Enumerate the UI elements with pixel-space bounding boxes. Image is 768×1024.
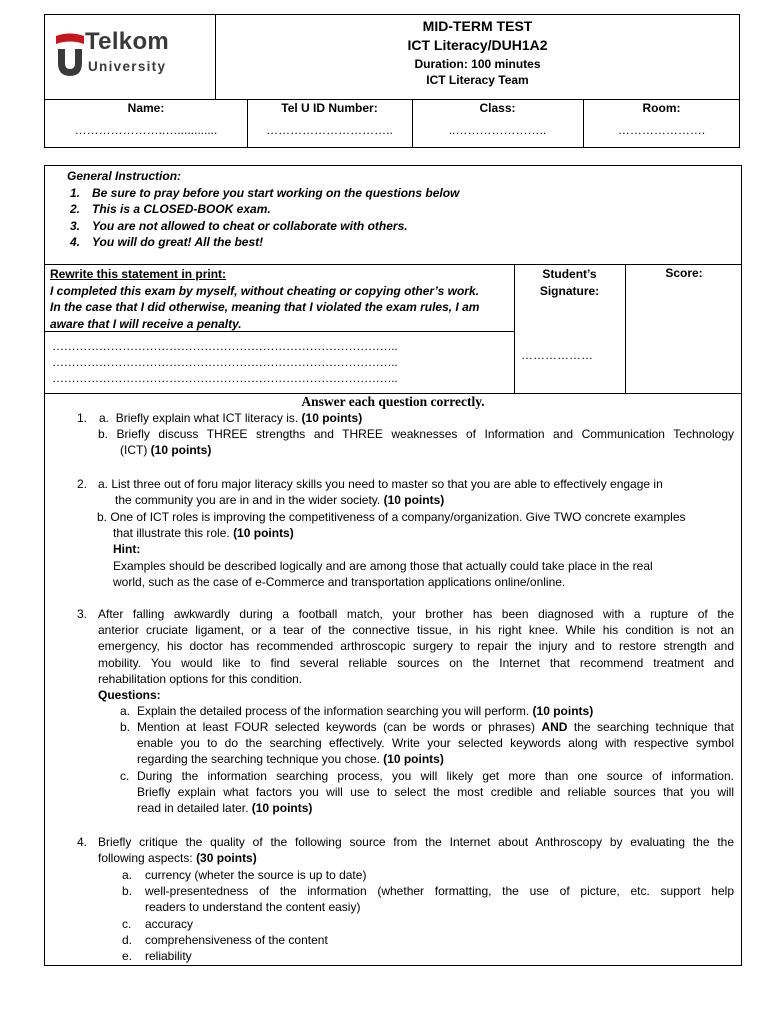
logo-cell [45, 15, 216, 99]
q1b-line2: (ICT) [120, 443, 151, 458]
question-3b [137, 719, 734, 768]
question-2a [98, 476, 738, 508]
q4-item-letter: d. [122, 933, 133, 947]
q4-points: (30 points) [196, 851, 257, 866]
question-number: 4. [77, 835, 88, 849]
instructions-title: General Instruction: [67, 169, 182, 183]
question-2b [97, 509, 739, 590]
signature-label-line2: Signature: [539, 283, 600, 298]
q4-item: reliability [145, 949, 192, 963]
instruction-number: 1. [70, 185, 81, 200]
statement-line: I completed this exam by myself, without cheating or copying other’s work. [50, 283, 479, 298]
logo-brand-text: Telkom [85, 28, 170, 55]
instruction-text: This is a CLOSED-BOOK exam. [92, 202, 271, 216]
class-dots: ..………………….. [448, 123, 547, 137]
exam-title: MID-TERM TEST [422, 18, 533, 34]
q1b-points: (10 points) [150, 443, 212, 458]
general-instructions [45, 166, 741, 264]
q2b-points: (10 points) [233, 526, 294, 541]
q3c-line: During the information searching process, you will likely get more than one source of information. [137, 769, 734, 783]
signature-label-line1: Student’s [542, 267, 597, 281]
q2b-hint-line: world, such as the case of e-Commerce and transportation applications online/online. [113, 574, 566, 589]
course-title: ICT Literacy/DUH1A2 [407, 37, 548, 53]
rewrite-line: …………………………………………………………………………….. [52, 355, 398, 369]
instruction-number: 3. [70, 218, 81, 233]
class-label: Class: [479, 101, 516, 115]
q3c-line: Briefly explain what factors you will use to select the most credible and reliable sources that you will [137, 785, 734, 800]
question-4-body [98, 834, 734, 866]
answer-title: Answer each question correctly. [301, 394, 485, 409]
exam-body [44, 165, 742, 966]
q3b-and: AND [541, 720, 568, 734]
question-number: 3. [77, 607, 88, 621]
exam-team: ICT Literacy Team [426, 73, 529, 87]
instruction-text: Be sure to pray before you start working on the questions below [92, 185, 460, 200]
class-field[interactable] [412, 100, 583, 148]
statement-line: In the case that I did otherwise, meaning that I violated the exam rules, I am [50, 300, 480, 314]
q2a-points: (10 points) [383, 493, 445, 508]
question-1a [99, 410, 362, 426]
q4-line: Briefly critique the quality of the following source from the Internet about Anthroscopy by evaluating the the [98, 835, 734, 849]
room-label: Room: [642, 101, 681, 115]
signature-label [514, 266, 625, 299]
id-number-field[interactable] [247, 100, 412, 148]
name-dots: …………………..…............ [74, 123, 218, 137]
name-label: Name: [127, 101, 165, 115]
q1a-text: Briefly explain what ICT literacy is. [115, 411, 302, 425]
telkom-logo-icon [55, 32, 85, 78]
question-3a [137, 703, 593, 719]
q2b-line: b. One of ICT roles is improving the competitiveness of a company/organization. Give TWO concrete examples [97, 510, 686, 524]
q2a-line2: the community you are in and in the wider society. [115, 493, 384, 508]
logo-sub-text: University [88, 59, 167, 74]
q3-line: mobility. You would like to find several reliable sources on the Internet that recommend treatment and [98, 655, 734, 670]
instruction-item [70, 218, 741, 235]
header-table [44, 14, 740, 148]
question-number: 1. [77, 411, 88, 425]
q1a-points: (10 points) [301, 411, 363, 425]
q2b-hint-label: Hint: [113, 542, 141, 557]
room-dots: …………………. [617, 123, 706, 137]
q3b-line: enable you to do the searching effectively. Write your selected keywords along with respective symbol [137, 736, 734, 751]
title-cell [216, 15, 739, 99]
q1b-line: b. Briefly discuss THREE strengths and THREE weaknesses of Information and Communication Technology [98, 427, 734, 441]
rewrite-line: …………………………………………………………………………….. [52, 371, 398, 385]
statement-block [50, 266, 510, 332]
q3a-letter: a. [120, 704, 131, 718]
q3a-text: Explain the detailed process of the information searching you will perform. [137, 704, 533, 718]
instruction-number: 2. [70, 202, 81, 216]
q4-item-letter: e. [122, 949, 133, 963]
exam-duration: Duration: 100 minutes [414, 57, 541, 71]
q3-questions-label: Questions: [98, 688, 161, 703]
q3c-line: read in detailed later. [137, 801, 252, 816]
q3-line: anterior cruciate ligament, or a tear of the connective tissue, in his right knee. While his condition is not an [98, 623, 734, 638]
q2b-hint-line: Examples should be described logically and are among those that actually could take place in the real [113, 558, 653, 573]
q4-item: currency (wheter the source is up to date) [145, 868, 367, 882]
q1a-letter: a. [99, 411, 110, 425]
instruction-text: You will do great! All the best! [92, 235, 264, 249]
q2a-line: a. List three out of foru major literacy skills you need to master so that you are able to effectively engage in [98, 477, 663, 491]
q4-item-letter: a. [122, 868, 133, 882]
instruction-item [70, 234, 741, 251]
q4-item-letter: c. [122, 917, 132, 931]
q3c-letter: c. [120, 769, 130, 783]
statement-heading: Rewrite this statement in print: [50, 267, 227, 281]
q3-line: rehabilitation options for this condition. [98, 671, 303, 686]
id-number-label: Tel U ID Number: [281, 101, 378, 115]
score-label: Score: [665, 266, 703, 280]
instruction-item [70, 185, 741, 202]
q4-item: comprehensiveness of the content [145, 933, 328, 947]
statement-rewrite-area[interactable] [52, 338, 397, 386]
q3a-points: (10 points) [532, 704, 594, 718]
q3b-line: regarding the searching technique you chose. [137, 752, 384, 767]
q4-item: readers to understand the content easiy) [145, 900, 361, 914]
q4-item-letter: b. [122, 884, 133, 898]
q3b-letter: b. [120, 720, 131, 734]
q3b-text: the searching technique that [567, 720, 735, 734]
q4-item: accuracy [145, 917, 194, 931]
question-1b [98, 426, 734, 458]
q3b-text: Mention at least FOUR selected keywords (can be words or phrases) [137, 720, 542, 734]
name-field[interactable] [45, 100, 247, 148]
q3-line: After falling awkwardly during a football match, your brother has been diagnosed with a rupture of the [98, 607, 734, 621]
q3c-points: (10 points) [251, 801, 313, 816]
rewrite-line: …………………………………………………………………………….. [52, 339, 398, 353]
statement-line: aware that I will receive a penalty. [50, 316, 242, 331]
question-3c [137, 768, 734, 817]
q4-item: well-presentedness of the information (whether formatting, the use of picture, etc. support help [145, 884, 734, 898]
q3b-points: (10 points) [383, 752, 444, 767]
question-number: 2. [77, 477, 88, 491]
q2b-line2: that illustrate this role. [113, 526, 234, 541]
instruction-text: You are not allowed to cheat or collaborate with others. [92, 218, 408, 233]
room-field[interactable] [583, 100, 740, 148]
q4-line: following aspects: [98, 851, 197, 866]
instruction-number: 4. [70, 235, 81, 249]
question-3-body [98, 606, 734, 703]
signature-field[interactable]: ……………… [521, 348, 593, 362]
q3-line: emergency, his doctor has recommended arthroscopic surgery to repair the injury and to restore strength and [98, 639, 734, 654]
instruction-item [70, 201, 741, 218]
id-number-dots: ………………………….. [266, 123, 393, 137]
